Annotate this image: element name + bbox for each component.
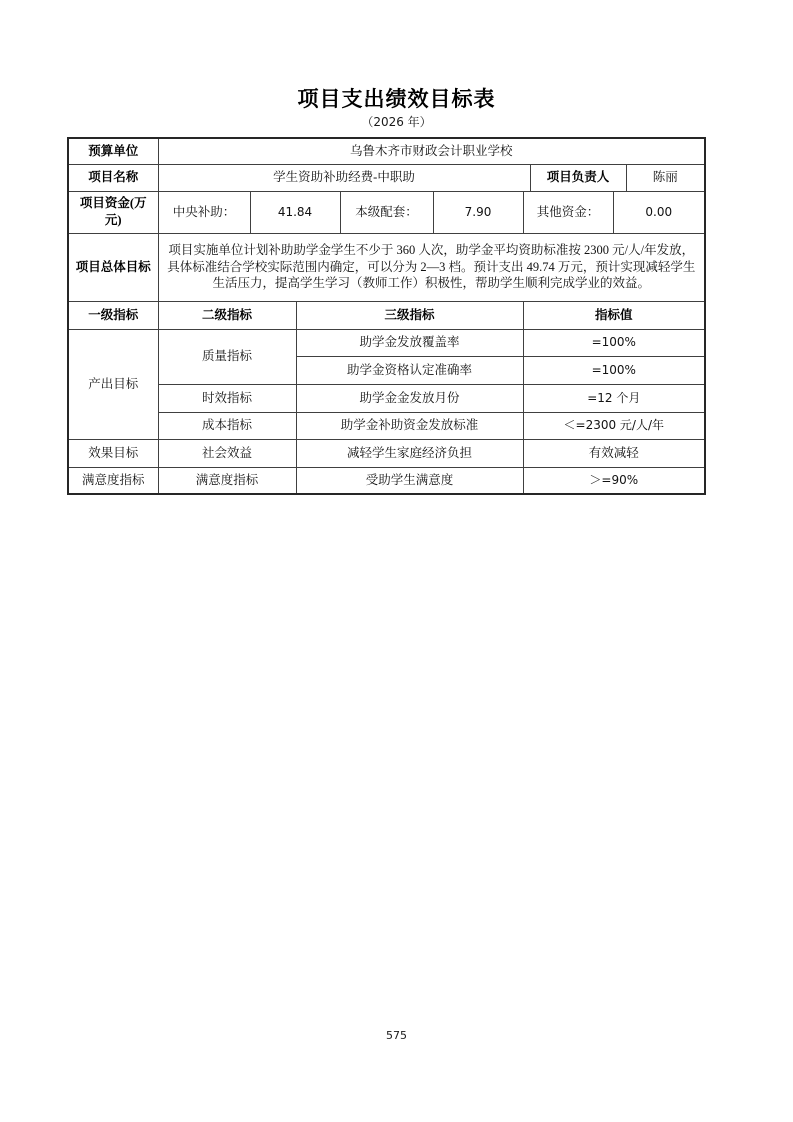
project-name-row [68, 164, 705, 191]
local-matching-label: 本级配套： [340, 191, 433, 233]
budget-unit-row [68, 138, 705, 164]
other-funds-value: 0.00 [613, 191, 705, 233]
level3-coverage-rate: 助学金发放覆盖率 [296, 329, 523, 356]
value-student-satisfaction: ＞=90% [523, 467, 705, 494]
budget-unit-value: 乌鲁木齐市财政会计职业学校 [158, 138, 705, 164]
level3-payout-months: 助学金金发放月份 [296, 384, 523, 412]
level1-effect-goal: 效果目标 [68, 439, 158, 467]
header-value: 指标值 [523, 301, 705, 329]
indicator-row [68, 329, 705, 356]
indicator-row [68, 412, 705, 439]
level3-student-satisfaction: 受助学生满意度 [296, 467, 523, 494]
indicator-row [68, 467, 705, 494]
project-name-label: 项目名称 [68, 164, 158, 191]
project-name-value: 学生资助补助经费-中职助 [158, 164, 530, 191]
project-funds-label: 项目资金(万元) [68, 191, 158, 233]
level2-cost: 成本指标 [158, 412, 296, 439]
page-number: 575 [386, 1029, 407, 1042]
level1-satisfaction: 满意度指标 [68, 467, 158, 494]
indicator-header-row [68, 301, 705, 329]
page-subtitle-year: （2026 年） [361, 115, 432, 129]
value-payout-standard: ＜=2300 元/人/年 [523, 412, 705, 439]
value-coverage-rate: =100% [523, 329, 705, 356]
level2-social-benefit: 社会效益 [158, 439, 296, 467]
page-title: 项目支出绩效目标表 [297, 87, 496, 111]
value-reduce-burden: 有效减轻 [523, 439, 705, 467]
other-funds-label: 其他资金： [523, 191, 613, 233]
overall-goal-text: 项目实施单位计划补助助学金学生不少于 360 人次，助学金平均资助标准按 2300 元/人/年发放，具体标准结合学校实际范围内确定，可以分为 2—3 档。预计支出 49.74 万元，预计实现减轻学生生活压力，提高学生学习（教师工作）积极性，帮助学生顺利完成学业的效益。 [158, 233, 705, 301]
value-accuracy-rate: =100% [523, 356, 705, 384]
header-level1: 一级指标 [68, 301, 158, 329]
level2-quality: 质量指标 [158, 329, 296, 384]
budget-unit-label: 预算单位 [68, 138, 158, 164]
project-leader-value: 陈丽 [626, 164, 705, 191]
indicator-row [68, 384, 705, 412]
central-subsidy-value: 41.84 [250, 191, 340, 233]
overall-goal-row [68, 233, 705, 301]
level2-timeliness: 时效指标 [158, 384, 296, 412]
project-funds-row [68, 191, 705, 233]
project-leader-label: 项目负责人 [530, 164, 626, 191]
level3-accuracy-rate: 助学金资格认定准确率 [296, 356, 523, 384]
central-subsidy-label: 中央补助： [158, 191, 250, 233]
value-payout-months: =12 个月 [523, 384, 705, 412]
overall-goal-label: 项目总体目标 [68, 233, 158, 301]
performance-target-table [67, 137, 706, 495]
header-level2: 二级指标 [158, 301, 296, 329]
level1-output-goal: 产出目标 [68, 329, 158, 439]
indicator-row [68, 439, 705, 467]
header-level3: 三级指标 [296, 301, 523, 329]
local-matching-value: 7.90 [433, 191, 523, 233]
level2-satisfaction: 满意度指标 [158, 467, 296, 494]
level3-reduce-burden: 减轻学生家庭经济负担 [296, 439, 523, 467]
level3-payout-standard: 助学金补助资金发放标准 [296, 412, 523, 439]
